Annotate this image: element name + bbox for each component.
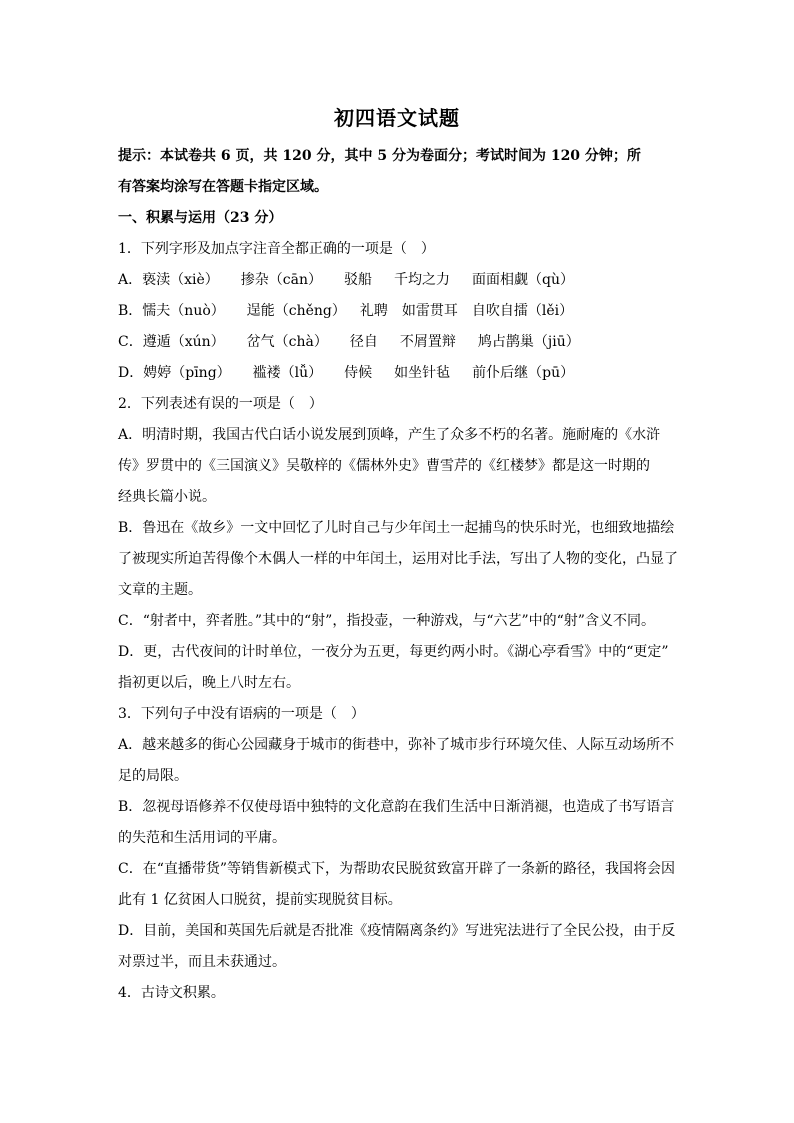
option-item: 不屑置辩 [399, 334, 456, 350]
option-item: 懦夫（nuò） [142, 303, 225, 319]
question-1-stem: 1．下列字形及加点字注音全都正确的一项是（ ） [118, 241, 435, 257]
question-2-option-b-line: B．鲁迅在《故乡》一文中回忆了儿时自己与少年闰土一起捕鸟的快乐时光，也细致地描绘 [118, 520, 675, 536]
notice-line-1: 提示：本试卷共 6 页，共 120 分，其中 5 分为卷面分；考试时间为 120 分钟；所 [118, 148, 641, 164]
option-item: 自吹自擂（lěi） [471, 303, 574, 319]
option-item: 礼聘 [359, 303, 388, 319]
option-item: 遵遁（xún） [142, 334, 225, 350]
question-2-option-a-line: 传》罗贯中的《三国演义》吴敬梓的《儒林外史》曹雪芹的《红楼梦》都是这一时期的 [118, 458, 650, 474]
option-item: 岔气（chà） [246, 334, 328, 350]
option-item: 面面相觑（qù） [472, 272, 574, 288]
question-3-option-a-line: 足的局限。 [118, 768, 188, 784]
question-2-option-a-line: A．明清时期，我国古代白话小说发展到顶峰，产生了众多不朽的名著。施耐庵的《水浒 [118, 427, 661, 443]
question-3-option-b-line: 的失范和生活用词的平庸。 [118, 830, 286, 846]
question-1-option-b [118, 296, 680, 327]
option-label: D． [118, 365, 144, 381]
option-item: 前仆后继（pū） [472, 365, 575, 381]
question-2-option-b-line: 了被现实所迫苦得像个木偶人一样的中年闰土，运用对比手法，写出了人物的变化，凸显了 [118, 551, 678, 567]
option-item: 侍候 [344, 365, 373, 381]
option-item: 千均之力 [394, 272, 451, 288]
question-1-option-d [118, 358, 680, 389]
question-2-option-d-line: 指初更以后，晚上八时左右。 [118, 675, 300, 691]
question-2-stem: 2．下列表述有误的一项是（ ） [118, 396, 323, 412]
option-item: 逞能（chěng） [246, 303, 346, 319]
option-item: 掺杂（cān） [240, 272, 323, 288]
question-2-option-a-line: 经典长篇小说。 [118, 489, 216, 505]
option-item: 娉婷（pīng） [143, 365, 231, 381]
question-1-option-a [118, 265, 680, 296]
notice-line-2: 有答案均涂写在答题卡指定区域。 [118, 179, 328, 195]
option-item: 驳船 [344, 272, 373, 288]
question-2-option-b-line: 文章的主题。 [118, 582, 202, 598]
question-3-option-c-line: C．在“直播带货”等销售新模式下，为帮助农民脱贫致富开辟了一条新的路径，我国将会因 [118, 861, 676, 877]
option-item: 鸠占鹊巢（jiū） [477, 334, 580, 350]
option-label: C． [118, 334, 143, 350]
question-3-option-d-line: 对票过半，而且未获通过。 [118, 954, 286, 970]
question-4-stem: 4．古诗文积累。 [118, 985, 225, 1001]
question-3-option-c-line: 此有 1 亿贫困人口脱贫，提前实现脱贫目标。 [118, 892, 402, 908]
page-title: 初四语文试题 [334, 106, 460, 130]
option-label: A． [118, 272, 143, 288]
option-item: 亵渎（xiè） [142, 272, 219, 288]
section-heading: 一、积累与运用（23 分） [118, 210, 283, 226]
question-3-option-a-line: A．越来越多的街心公园藏身于城市的街巷中，弥补了城市步行环境欠佳、人际互动场所不 [118, 737, 675, 753]
question-1-option-c [118, 327, 680, 358]
question-3-option-d-line: D．目前，美国和英国先后就是否批准《疫情隔离条约》写进宪法进行了全民公投，由于反 [118, 923, 676, 939]
option-item: 径自 [349, 334, 378, 350]
option-label: B． [118, 303, 143, 319]
option-item: 褴褛（lǚ） [252, 365, 323, 381]
question-2-option-d-line: D．更，古代夜间的计时单位，一夜分为五更，每更约两小时。《湖心亭看雪》中的“更定” [118, 644, 669, 660]
option-item: 如雷贯耳 [401, 303, 458, 319]
exam-content [118, 141, 680, 1009]
question-3-option-b-line: B．忽视母语修养不仅使母语中独特的文化意韵在我们生活中日渐消褪，也造成了书写语言 [118, 799, 675, 815]
question-2-option-c-line: C．“射者中，弈者胜。”其中的“射”，指投壶，一种游戏，与“六艺”中的“射”含义不同。 [118, 613, 655, 629]
option-item: 如坐针毡 [394, 365, 451, 381]
question-3-stem: 3．下列句子中没有语病的一项是（ ） [118, 706, 365, 722]
